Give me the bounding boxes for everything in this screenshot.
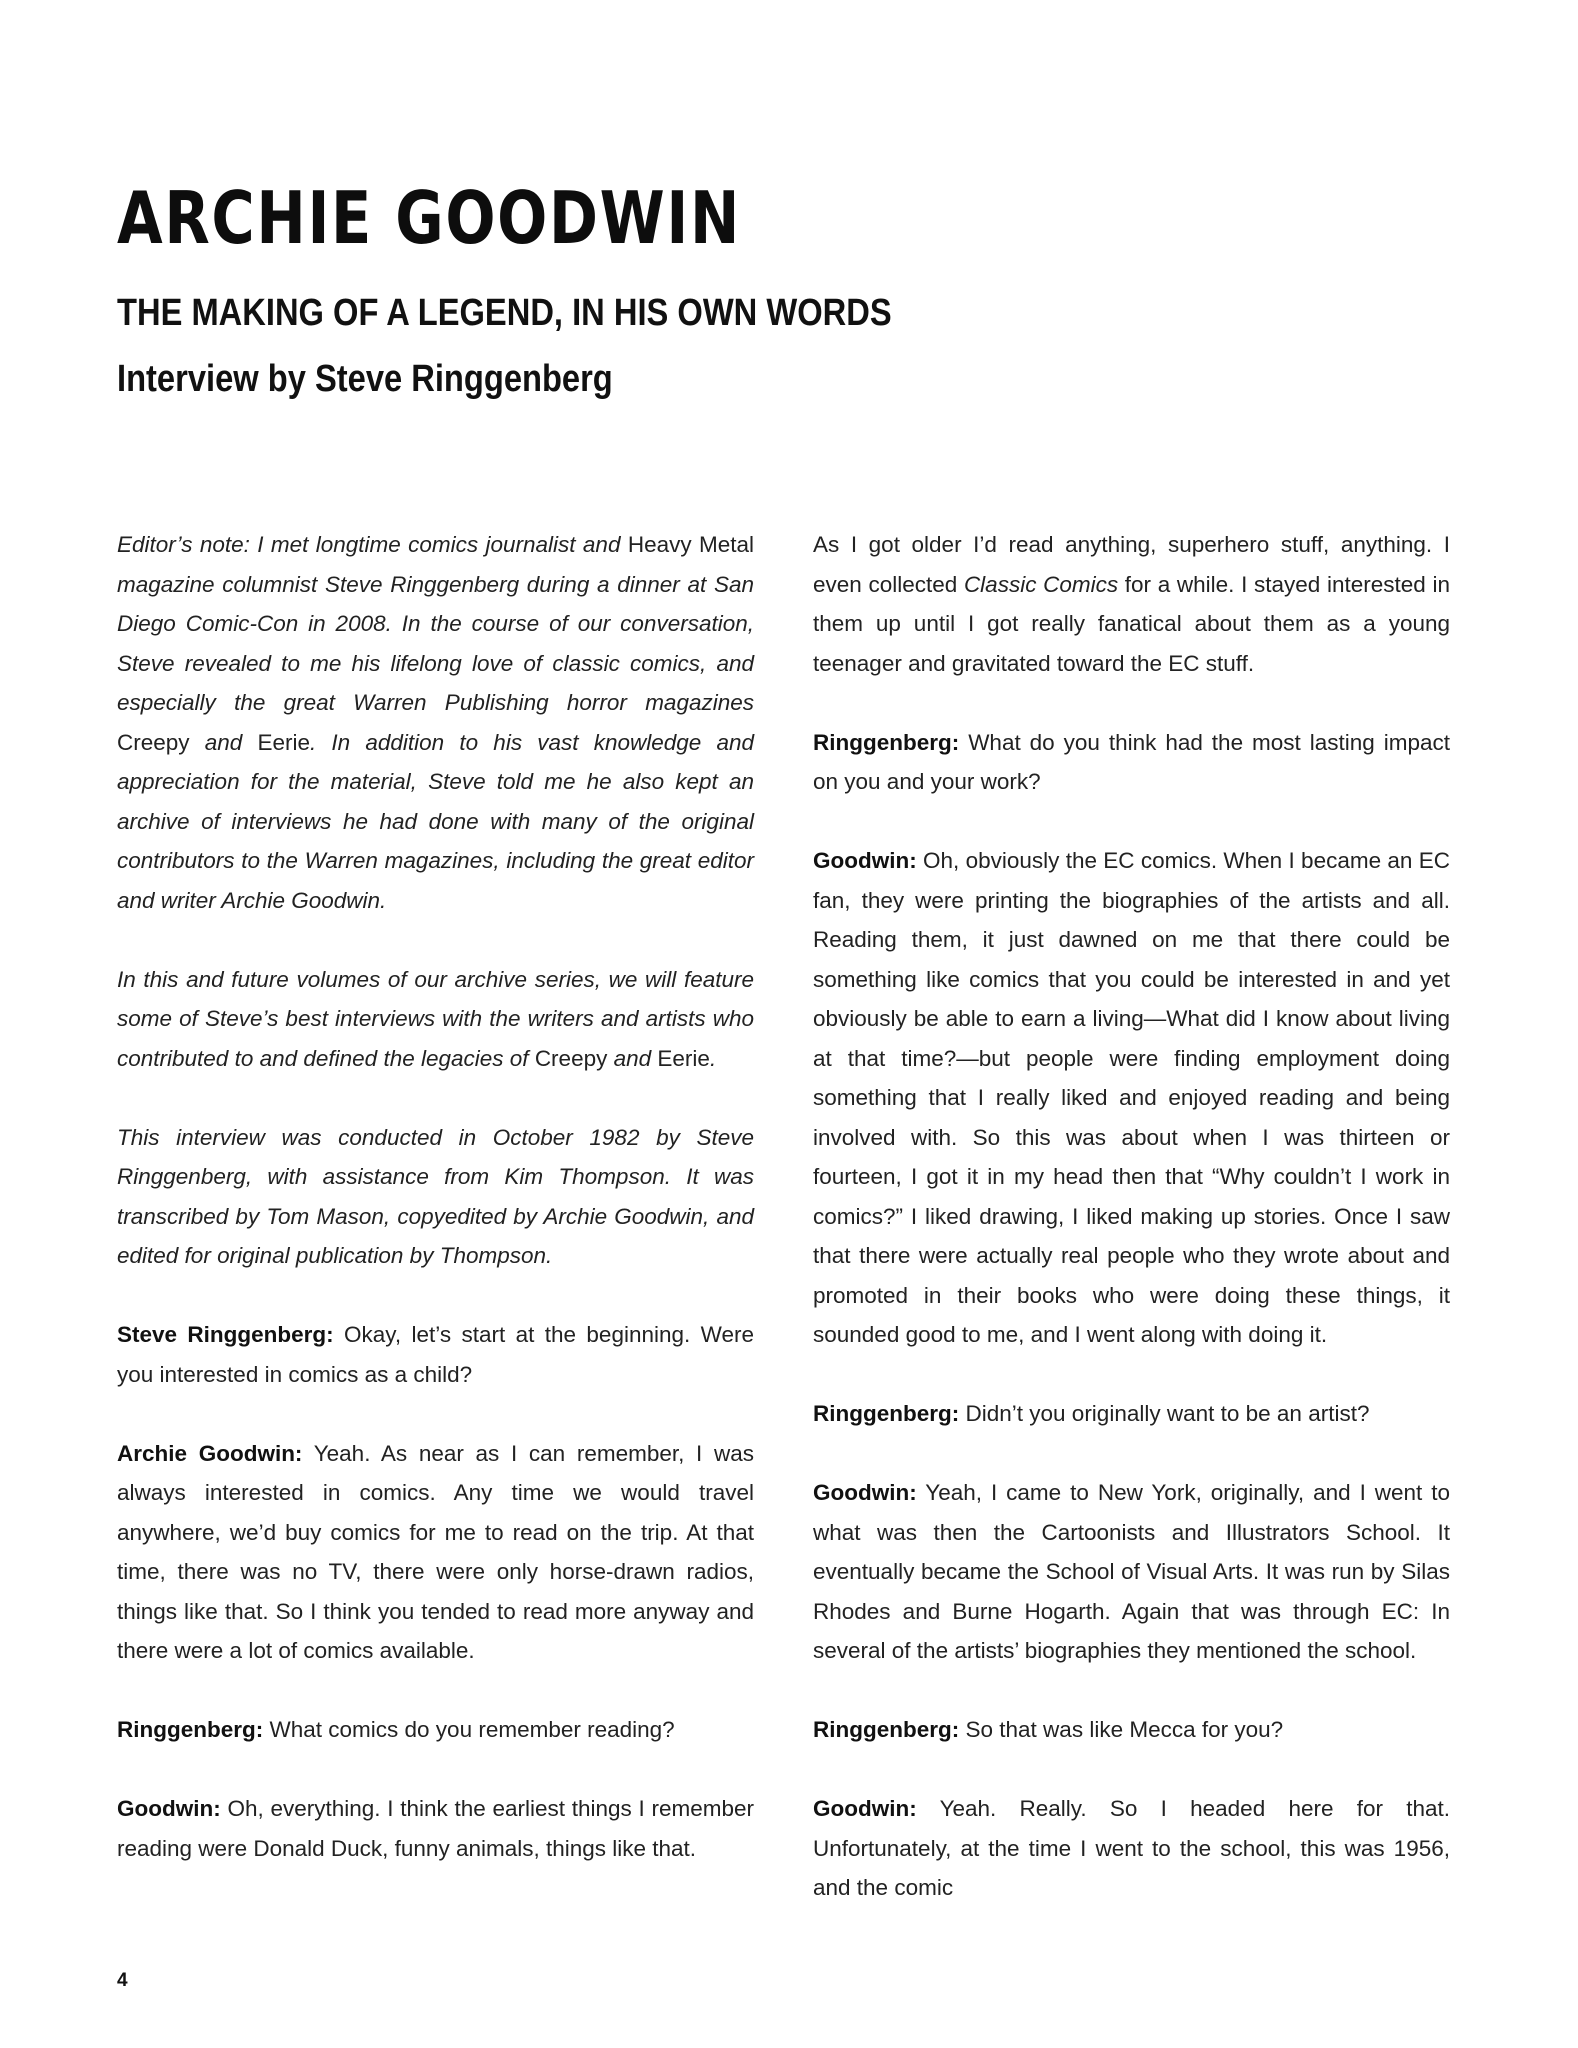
- interview-paragraph: [813, 1473, 1450, 1671]
- text-run: Editor’s note: I met longtime comics journalist and: [117, 532, 628, 557]
- magazine-title: Eerie: [657, 1045, 710, 1071]
- text-run: and: [189, 729, 258, 755]
- continued-paragraph: [813, 525, 1450, 683]
- text-run: As I got older I’d read anything, superhero stuff, anything. I even collected: [813, 532, 1450, 597]
- speaker-label: Ringgenberg:: [813, 1401, 960, 1426]
- speech-text: Yeah, I came to New York, originally, and I went to what was then the Cartoonists and Illustrators School. It eventually became the School of Visual Arts. It was run by Silas Rhodes and Burne Hogarth. Again that was through EC: In several of the artists’ biographies they mentioned the school.: [813, 1480, 1450, 1663]
- article-subtitle: THE MAKING OF A LEGEND, IN HIS OWN WORDS: [117, 292, 892, 334]
- speech-text: So that was like Mecca for you?: [959, 1717, 1284, 1742]
- speaker-label: Goodwin:: [813, 848, 917, 873]
- text-run: .: [709, 1045, 717, 1071]
- speaker-label: Ringgenberg:: [117, 1717, 264, 1742]
- article-byline: Interview by Steve Ringgenberg: [117, 358, 613, 400]
- magazine-title: Heavy Metal: [627, 532, 755, 557]
- interview-paragraph: [813, 723, 1450, 802]
- magazine-title: Eerie: [257, 729, 310, 755]
- magazine-title: Creepy: [534, 1045, 608, 1071]
- speaker-label: Goodwin:: [813, 1480, 917, 1505]
- speech-text: Oh, everything. I think the earliest things I remember reading were Donald Duck, funny animals, things like that.: [117, 1796, 754, 1861]
- magazine-title: Creepy: [117, 729, 190, 755]
- interview-paragraph: [117, 1315, 754, 1394]
- text-run: magazine columnist Steve Ringgenberg during a dinner at San Diego Comic-Con in 2008. In the course of our conversation, Steve revealed to me his lifelong love of classic comics, and especially the great Warren Publishing horror magazines: [117, 571, 754, 715]
- interview-credits-paragraph: This interview was conducted in October 1982 by Steve Ringgenberg, with assistance from Kim Thompson. It was transcribed by Tom Mason, copyedited by Archie Goodwin, and edited for original publication by Thompson.: [117, 1124, 754, 1268]
- speech-text: Yeah. Really. So I headed here for that. Unfortunately, at the time I went to the school, this was 1956, and the comic: [813, 1796, 1450, 1900]
- interview-paragraph: [813, 1789, 1450, 1908]
- magazine-title: Classic Comics: [963, 571, 1119, 597]
- speech-text: What do you think had the most lasting impact on you and your work?: [813, 729, 1450, 794]
- text-run: and: [607, 1045, 658, 1071]
- page-number: 4: [117, 1970, 128, 1991]
- right-column: [813, 525, 1450, 1908]
- article-title: ARCHIE GOODWIN: [117, 176, 742, 260]
- interview-paragraph: [117, 1789, 754, 1868]
- speech-text: What comics do you remember reading?: [263, 1717, 675, 1742]
- speaker-label: Archie Goodwin:: [117, 1440, 303, 1466]
- speaker-label: Goodwin:: [813, 1796, 917, 1821]
- text-run: . In addition to his vast knowledge and appreciation for the material, Steve told me he also kept an archive of interviews he had done with many of the original contributors to the Warren magazines, including the great editor and writer Archie Goodwin.: [117, 729, 754, 913]
- interview-paragraph: [117, 1434, 754, 1671]
- interview-paragraph: [813, 1710, 1450, 1750]
- interview-paragraph: [117, 1710, 754, 1750]
- speaker-label: Steve Ringgenberg:: [117, 1322, 334, 1347]
- speech-text: Yeah. As near as I can remember, I was always interested in comics. Any time we would travel anywhere, we’d buy comics for me to read on the trip. At that time, there was no TV, there were only horse-drawn radios, things like that. So I think you tended to read more anyway and there were a lot of comics available.: [117, 1440, 755, 1663]
- interview-paragraph: [813, 1394, 1450, 1434]
- text-run: In this and future volumes of our archive series, we will feature some of Steve’s best interviews with the writers and artists who contributed to and defined the legacies of: [117, 966, 754, 1071]
- speech-text: Oh, obviously the EC comics. When I became an EC fan, they were printing the biographies of the artists and all. Reading them, it just dawned on me that there could be something like comics that you could be interested in and yet obviously be able to earn a living—What did I know about living at that time?—but people were finding employment doing something that I really liked and enjoyed reading and being involved with. So this was about when I was thirteen or fourteen, I got it in my head then that “Why couldn’t I work in comics?” I liked drawing, I liked making up stories. Once I saw that there were actually real people who they wrote about and promoted in their books who were doing these things, it sounded good to me, and I went along with doing it.: [813, 848, 1450, 1347]
- speaker-label: Ringgenberg:: [813, 729, 960, 755]
- speaker-label: Ringgenberg:: [813, 1717, 960, 1742]
- speech-text: Okay, let’s start at the beginning. Were you interested in comics as a child?: [117, 1322, 754, 1387]
- series-note-paragraph: [117, 960, 754, 1079]
- text-run: for a while. I stayed interested in them up until I got really fanatical about them as a young teenager and gravitated toward the EC stuff.: [813, 571, 1450, 676]
- speaker-label: Goodwin:: [117, 1796, 221, 1821]
- interview-paragraph: [813, 841, 1450, 1355]
- left-column: [117, 525, 754, 1868]
- speech-text: Didn’t you originally want to be an artist?: [959, 1401, 1370, 1426]
- editors-note-paragraph: [117, 525, 754, 920]
